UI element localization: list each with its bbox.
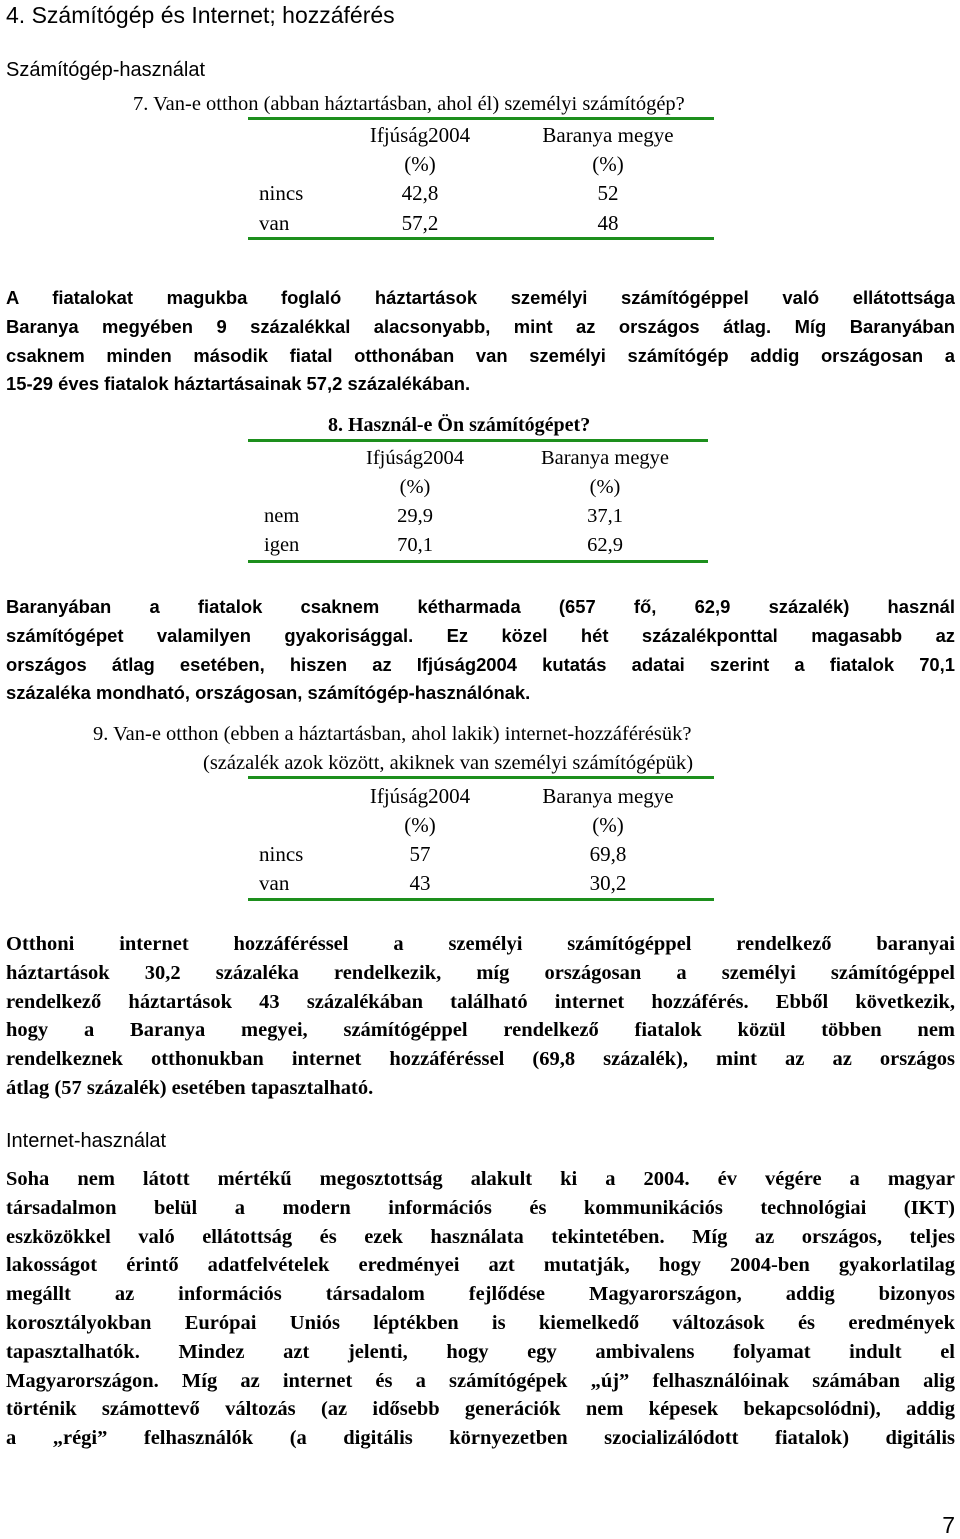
paragraph-line: korosztályokban Európai Uniós léptékben is kiemelkedő változások és eredmények [6, 1311, 955, 1334]
q9-col2-header: Baranya megye [542, 784, 674, 808]
q7-bottom-rule [248, 237, 714, 240]
q9-cell: 43 [409, 871, 431, 895]
paragraph-line: Magyarországon. Míg az internet és a számítógépek „új” felhasználóinak számában alig [6, 1369, 955, 1392]
paragraph-line: lakosságot érintő adatfelvételek eredményei azt mutatják, hogy 2004-ben gyakorlatilag [6, 1254, 955, 1277]
q9-row-label: nincs [259, 842, 304, 866]
q7-cell: 57,2 [401, 211, 439, 235]
paragraph-4 [6, 1165, 955, 1453]
paragraph-line: országos átlag esetében, hiszen az Ifjúság2004 kutatás adatai szerint a fiatalok 70,1 [6, 653, 955, 675]
q8-col2-unit: (%) [589, 476, 621, 498]
q9-col2-unit: (%) [592, 813, 624, 837]
paragraph-3 [6, 930, 955, 1103]
q7-col2-header: Baranya megye [542, 123, 674, 147]
q7-row-label: nincs [259, 181, 304, 205]
q7-top-rule [248, 117, 714, 120]
paragraph-line: Otthoni internet hozzáféréssel a személyi számítógéppel rendelkező baranyai [6, 933, 955, 955]
question-9-title: 9. Van-e otthon (ebben a háztartásban, ahol lakik) internet-hozzáférésük? [93, 723, 692, 745]
paragraph-1 [6, 284, 955, 399]
q9-cell: 30,2 [589, 871, 627, 895]
paragraph-line: számítógépet valamilyen gyakorisággal. Ez közel hét százalékponttal magasabb az [6, 624, 955, 646]
paragraph-line: hogy a Baranya megyei, számítógéppel rendelkező fiatalok közül többen nem [6, 1019, 955, 1042]
q8-col1-header: Ifjúság2004 [366, 447, 464, 469]
q8-row-label: nem [264, 505, 300, 527]
question-7-title: 7. Van-e otthon (abban háztartásban, ahol él) személyi számítógép? [133, 93, 685, 115]
paragraph-line: százaléka mondható, országosan, számítógép-használónak. [6, 682, 531, 704]
q9-cell: 57 [409, 842, 431, 866]
q9-col1-unit: (%) [404, 813, 436, 837]
q8-cell: 70,1 [397, 534, 433, 556]
paragraph-line: átlag (57 százalék) esetében tapasztalható. [6, 1076, 374, 1099]
paragraph-line: Baranyában a fiatalok csaknem kétharmada (657 fő, 62,9 százalék) használ [6, 596, 955, 617]
paragraph-line: A fiatalokat magukba foglaló háztartások személyi számítógéppel való ellátottsága [6, 287, 955, 308]
q8-cell: 29,9 [397, 505, 433, 527]
q9-top-rule [248, 776, 714, 779]
q8-top-rule [248, 439, 708, 442]
q7-cell: 42,8 [401, 181, 439, 205]
q9-bottom-rule [248, 898, 714, 901]
q7-cell: 48 [597, 211, 619, 235]
q9-cell: 69,8 [589, 842, 627, 866]
page-heading: 4. Számítógép és Internet; hozzáférés [6, 2, 395, 28]
q8-col1-unit: (%) [399, 476, 431, 498]
section-heading-internet-use: Internet-használat [6, 1130, 167, 1152]
q9-row-label: van [259, 871, 290, 895]
paragraph-line: Baranya megyében 9 százalékkal alacsonyabb, mint az országos átlag. Míg Baranyában [6, 315, 955, 337]
paragraph-line: tapasztalhatók. Mindez azt jelenti, hogy egy ambivalens folyamat indult el [6, 1340, 955, 1363]
question-9-subtitle: (százalék azok között, akiknek van személyi számítógépük) [203, 752, 694, 774]
q8-col2-header: Baranya megye [540, 447, 670, 469]
q7-col1-unit: (%) [404, 152, 436, 176]
section-heading-computer-use: Számítógép-használat [6, 59, 206, 81]
q7-col2-unit: (%) [592, 152, 624, 176]
q8-row-label: igen [264, 534, 300, 556]
paragraph-line: rendelkeznek otthonukban internet hozzáféréssel (69,8 százalék), mint az az országos [6, 1048, 955, 1071]
page-number: 7 [942, 1512, 955, 1538]
q7-row-label: van [259, 211, 290, 235]
paragraph-line: megállt az információs társadalom fejlődése Magyarországon, addig bizonyos [6, 1283, 955, 1306]
paragraph-2 [6, 593, 955, 708]
paragraph-line: Soha nem látott mértékű megosztottság alakult ki a 2004. év végére a magyar [6, 1168, 955, 1190]
paragraph-line: eszközökkel való ellátottság és ezek használata tekintetében. Míg az országos, teljes [6, 1225, 955, 1248]
q8-bottom-rule [248, 560, 708, 563]
q8-cell: 37,1 [587, 505, 623, 527]
paragraph-line: rendelkező háztartások 43 százalékában található internet hozzáférés. Ebből következik, [6, 990, 955, 1013]
paragraph-line: csaknem minden második fiatal otthonában van személyi számítógép addig országosan a [6, 344, 955, 366]
paragraph-line: társadalmon belül a modern információs és kommunikációs technológiai (IKT) [6, 1196, 955, 1219]
q7-cell: 52 [597, 181, 619, 205]
q9-col1-header: Ifjúság2004 [369, 784, 471, 808]
paragraph-line: történik számottevő változás (az idősebb generációk nem képesek bekapcsolódni), addig [6, 1398, 955, 1421]
q8-cell: 62,9 [587, 534, 623, 556]
paragraph-line: a „régi” felhasználók (a digitális környezetben szocializálódott fiatalok) digitális [6, 1427, 955, 1450]
paragraph-line: háztartások 30,2 százaléka rendelkezik, míg országosan a személyi számítógéppel [6, 961, 955, 984]
paragraph-line: 15-29 éves fiatalok háztartásainak 57,2 százalékában. [6, 373, 471, 395]
question-8-title: 8. Használ-e Ön számítógépet? [328, 414, 591, 436]
q7-col1-header: Ifjúság2004 [369, 123, 471, 147]
